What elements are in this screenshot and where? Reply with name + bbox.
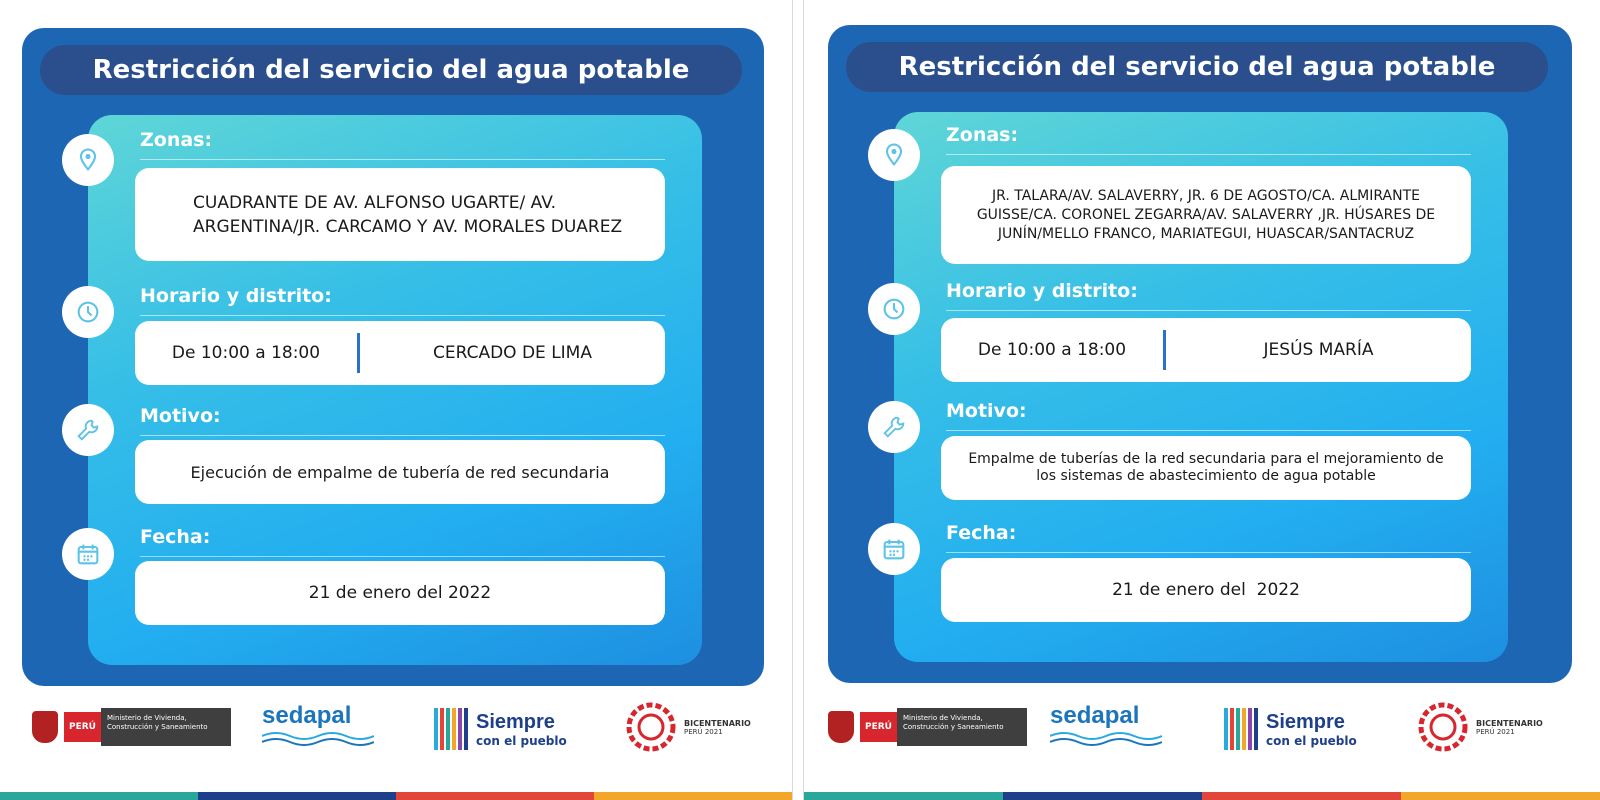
distrito-value: JESÚS MARÍA [1263,340,1374,360]
footer-logos [804,700,1600,772]
sedapal-logo [1050,702,1162,748]
siempre-logo [1222,704,1357,754]
notice-inner-panel [88,115,702,665]
color-stripe [0,792,792,800]
bicentenario-emblem-icon [1418,702,1468,752]
notice-card [828,25,1572,683]
wrench-icon [868,401,920,453]
fecha-rule [140,556,665,557]
wrench-icon [62,404,114,456]
sedapal-label: sedapal [1050,702,1140,729]
motivo-value: Ejecución de empalme de tubería de red secundaria [190,462,610,482]
horario-rule [946,310,1471,311]
bicentenario-text [684,719,751,736]
horario-box [135,321,665,385]
horario-box [941,318,1471,382]
bicentenario-label: BICENTENARIO [1476,718,1543,728]
notice-panel-right [803,0,1600,800]
motivo-label: Motivo: [140,405,221,427]
bicentenario-logo [1418,702,1543,752]
motivo-label: Motivo: [946,400,1027,422]
peru-shield-icon [32,711,58,743]
peru-ministerio-logo [32,708,231,746]
motivo-rule [946,430,1471,431]
stripe-segment [1003,792,1202,800]
horario-label: Horario y distrito: [946,280,1138,302]
stripe-segment [198,792,396,800]
zonas-value: CUADRANTE DE AV. ALFONSO UGARTE/ AV. ARGENTINA/JR. CARCAMO Y AV. MORALES DUAREZ [193,192,623,237]
zonas-box [941,166,1471,264]
bicentenario-label: BICENTENARIO [684,718,751,728]
ministerio-label: Ministerio de Vivienda, Construcción y Saneamiento [897,708,1027,746]
stripe-segment [396,792,594,800]
horario-rule [140,315,665,316]
distrito-value: CERCADO DE LIMA [433,343,592,363]
siempre-bars-icon [1222,704,1262,754]
horario-value: De 10:00 a 18:00 [171,343,321,363]
ministerio-label: Ministerio de Vivienda, Construcción y Saneamiento [101,708,231,746]
motivo-box [941,436,1471,500]
fecha-rule [946,552,1471,553]
motivo-value: Empalme de tuberías de la red secundaria para el mejoramiento de los sistemas de abastecimiento de agua potable [968,451,1444,484]
zonas-box [135,168,665,261]
fecha-label: Fecha: [946,522,1017,544]
color-stripe [804,792,1600,800]
sedapal-logo [262,702,374,748]
fecha-box [941,558,1471,622]
siempre-text [1266,711,1357,748]
siempre-logo [432,704,567,754]
motivo-box [135,440,665,504]
zonas-value: JR. TALARA/AV. SALAVERRY, JR. 6 DE AGOSTO/CA. ALMIRANTE GUISSE/CA. CORONEL ZEGARRA/AV. SALAVERRY ,JR. HÚSARES DE JUNÍN/MELLO FRANCO, MARIATEGUI, HUASCAR/SANTACRUZ [976,187,1436,242]
siempre-text [476,711,567,748]
con-el-pueblo-label: con el pueblo [1266,733,1357,748]
siempre-label: Siempre [476,710,555,733]
stripe-segment [1401,792,1600,800]
peru-2021-label: PERÚ 2021 [684,727,723,736]
notice-inner-panel [894,112,1508,662]
fecha-box [135,561,665,625]
notice-card [22,28,764,686]
horario-value: De 10:00 a 18:00 [977,340,1127,360]
fecha-value: 21 de enero del 2022 [1112,580,1300,600]
motivo-rule [140,435,665,436]
sedapal-waves-icon [1050,730,1162,748]
notice-title: Restricción del servicio del agua potable [40,45,742,95]
calendar-icon [868,523,920,575]
peru-ministerio-logo [828,708,1027,746]
clock-icon [868,283,920,335]
bicentenario-emblem-icon [626,702,676,752]
fecha-value: 21 de enero del 2022 [308,583,492,603]
horario-label: Horario y distrito: [140,285,332,307]
footer-logos [0,700,792,772]
siempre-label: Siempre [1266,710,1345,733]
peru-2021-label: PERÚ 2021 [1476,727,1515,736]
stripe-segment [804,792,1003,800]
zonas-label: Zonas: [946,124,1019,146]
stripe-segment [0,792,198,800]
zonas-rule [946,154,1471,155]
notice-title: Restricción del servicio del agua potable [846,42,1548,92]
clock-icon [62,286,114,338]
fecha-label: Fecha: [140,526,211,548]
bicentenario-logo [626,702,751,752]
peru-shield-icon [828,711,854,743]
sedapal-waves-icon [262,730,374,748]
zonas-label: Zonas: [140,129,213,151]
con-el-pueblo-label: con el pueblo [476,733,567,748]
notice-panel-left [0,0,793,800]
zonas-rule [140,159,665,160]
stripe-segment [1202,792,1401,800]
peru-label: PERÚ [64,712,101,742]
stripe-segment [594,792,792,800]
location-pin-icon [868,129,920,181]
sedapal-label: sedapal [262,702,352,729]
calendar-icon [62,528,114,580]
peru-label: PERÚ [860,712,897,742]
location-pin-icon [62,134,114,186]
bicentenario-text [1476,719,1543,736]
siempre-bars-icon [432,704,472,754]
